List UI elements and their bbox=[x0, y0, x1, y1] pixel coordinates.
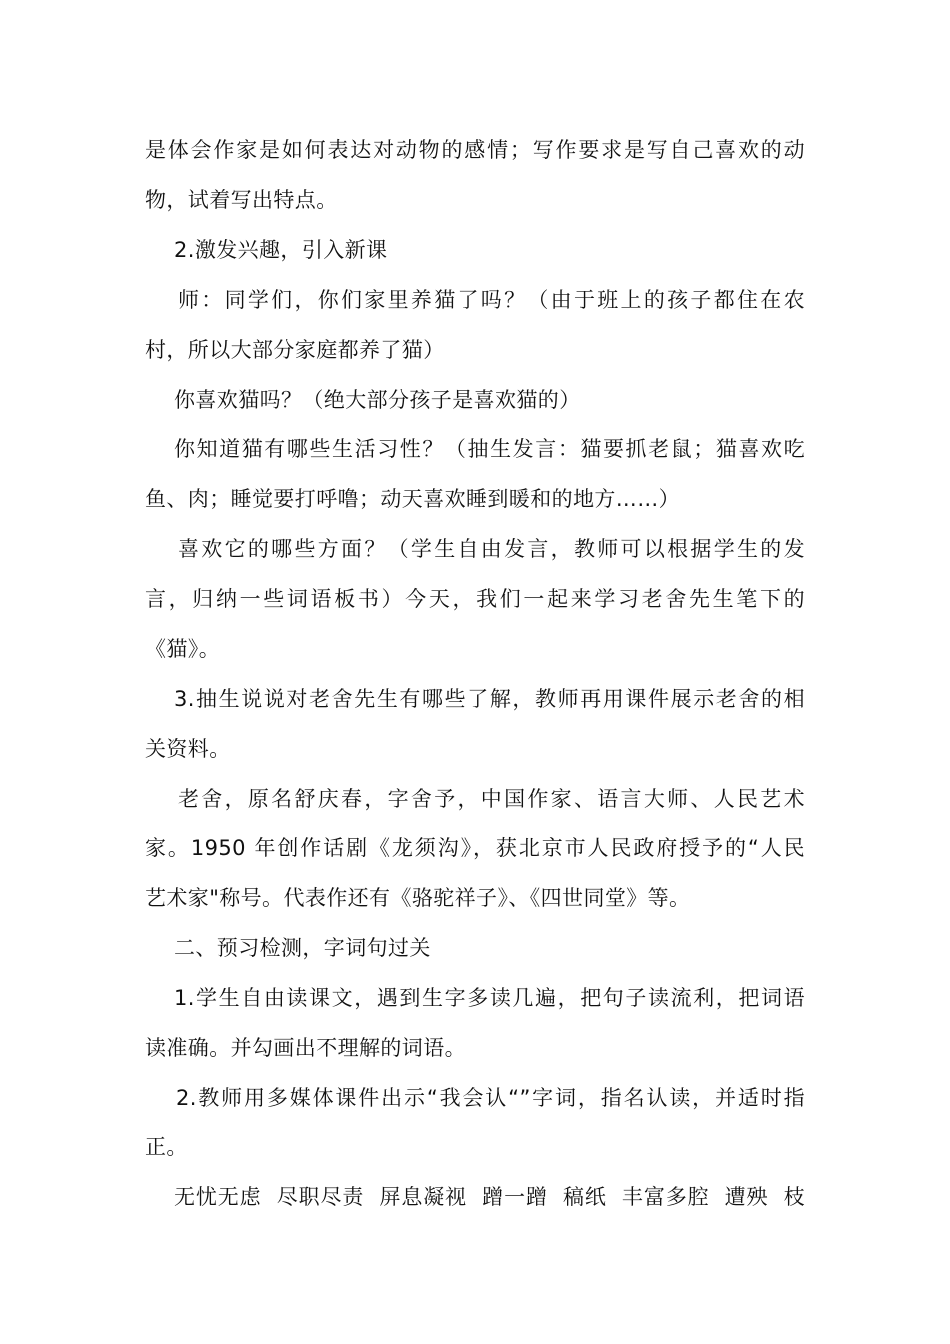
section-heading: 2.激发兴趣，引入新课 bbox=[174, 238, 388, 262]
paragraph-line: 村，所以大部分家庭都养了猫） bbox=[145, 338, 445, 362]
paragraph-line: 3.抽生说说对老舍先生有哪些了解，教师再用课件展示老舍的相 bbox=[174, 687, 805, 711]
paragraph-line: 你知道猫有哪些生活习性？（抽生发言：猫要抓老鼠；猫喜欢吃 bbox=[174, 437, 805, 461]
paragraph-line: 2.教师用多媒体课件出示“我会认“”字词，指名认读，并适时指 bbox=[176, 1086, 805, 1110]
paragraph-line: 喜欢它的哪些方面？（学生自由发言，教师可以根据学生的发 bbox=[178, 537, 805, 561]
section-heading: 二、预习检测，字词句过关 bbox=[174, 936, 431, 960]
paragraph-line: 言，归纳一些词语板书）今天，我们一起来学习老舍先生笔下的 bbox=[145, 587, 805, 611]
paragraph-line: 鱼、肉；睡觉要打呼噜；动天喜欢睡到暖和的地方……） bbox=[145, 487, 680, 511]
paragraph-line: 是体会作家是如何表达对动物的感情；写作要求是写自己喜欢的动 bbox=[145, 138, 805, 162]
paragraph-line: 关资料。 bbox=[145, 737, 231, 761]
paragraph-line: 《猫》。 bbox=[145, 637, 221, 661]
paragraph-line: 你喜欢猫吗？（绝大部分孩子是喜欢猫的） bbox=[174, 388, 581, 412]
vocabulary-line: 无忧无虑 尽职尽责 屏息凝视 蹭一蹭 稿纸 丰富多腔 遭殃 枝 bbox=[174, 1185, 805, 1209]
paragraph-line: 老舍，原名舒庆春，字舍予，中国作家、语言大师、人民艺术 bbox=[178, 787, 805, 811]
paragraph-line: 师：同学们，你们家里养猫了吗？（由于班上的孩子都住在农 bbox=[178, 288, 805, 312]
paragraph-line: 家。1950 年创作话剧《龙须沟》，获北京市人民政府授予的“人民 bbox=[145, 836, 805, 860]
paragraph-line: 正。 bbox=[145, 1135, 188, 1159]
paragraph-line: 1.学生自由读课文，遇到生字多读几遍，把句子读流利，把词语 bbox=[174, 986, 805, 1010]
paragraph-line: 艺术家"称号。代表作还有《骆驼祥子》、《四世同堂》等。 bbox=[145, 886, 691, 910]
paragraph-line: 读准确。并勾画出不理解的词语。 bbox=[145, 1036, 466, 1060]
paragraph-line: 物，试着写出特点。 bbox=[145, 188, 338, 212]
